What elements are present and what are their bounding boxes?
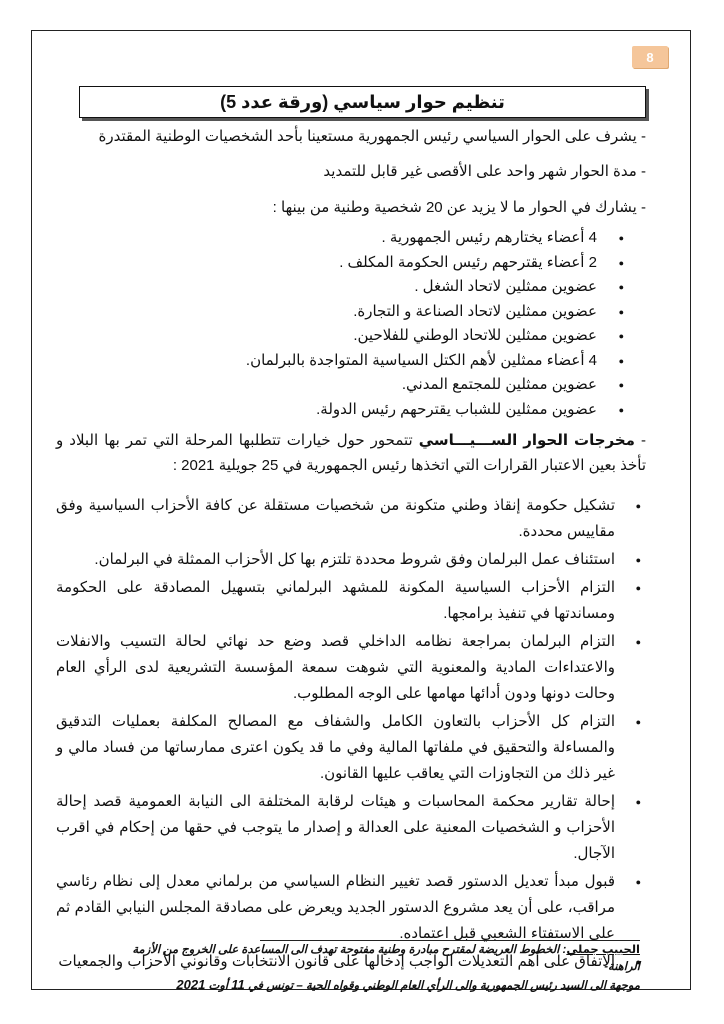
list-item: ● تشكيل حكومة إنقاذ وطني متكونة من شخصيات مستقلة عن كافة الأحزاب السياسية وفق مقاييس محددة. — [56, 493, 646, 545]
outputs-heading — [56, 428, 646, 478]
list-item: ● عضوين ممثلين لاتحاد الصناعة و التجارة. — [56, 300, 646, 325]
footer-subject: : الخطوط العريضة لمقترح مبادرة وطنية مفتوحة تهدف الى المساعدة على الخروج من الأزمة الراهنة- — [132, 944, 640, 973]
footer-date-day: 11 — [231, 977, 245, 992]
list-item: ● عضوين ممثلين للمجتمع المدني. — [56, 373, 646, 398]
outputs-heading-dash: - — [634, 432, 647, 449]
intro-line-supervisor: - يشرف على الحوار السياسي رئيس الجمهورية مستعينا بأحد الشخصيات الوطنية المقتدرة — [98, 128, 646, 145]
footer-line-2 — [120, 976, 640, 995]
list-item: ● الاتفاق على أهم التعديلات الواجب إدخالها على قانون الانتخابات وقانوني الأحزاب والجمعيات — [56, 949, 646, 975]
footer-date-year: 2021 — [176, 977, 206, 992]
list-item: ● 4 أعضاء يختارهم رئيس الجمهورية . — [56, 226, 646, 251]
list-item: ● قبول مبدأ تعديل الدستور قصد تغيير النظام السياسي من برلماني معدل إلى نظام رئاسي مراقب، على أن يعد مشروع الدستور الجديد ويعرض على مصادقة المجلس النيابي القادم ثم على الاستفتاء الشعبي قبل اعتماده. — [56, 869, 646, 947]
intro-line-duration: - مدة الحوار شهر واحد على الأقصى غير قابل للتمديد — [323, 163, 646, 180]
footer-line-1 — [120, 942, 640, 976]
footer-addressee: موجهة الى السيد رئيس الجمهورية والى الرأي العام الوطني وقواه الحية – تونس في — [244, 980, 640, 992]
outputs-list — [56, 493, 646, 975]
list-item: ● التزام الأحزاب السياسية المكونة للمشهد البرلماني بتسهيل المصادقة على الحكومة ومساندتها في تنفيذ برامجها. — [56, 575, 646, 627]
document-body — [56, 124, 646, 977]
footer-divider — [260, 940, 640, 941]
list-item: ● استئناف عمل البرلمان وفق شروط محددة تلتزم بها كل الأحزاب الممثلة في البرلمان. — [56, 547, 646, 573]
list-item: ● 2 أعضاء يقترحهم رئيس الحكومة المكلف . — [56, 251, 646, 276]
list-item: ● عضوين ممثلين لاتحاد الشغل . — [56, 275, 646, 300]
outputs-heading-text: تتمحور حول خيارات تتطلبها المرحلة التي تمر بها البلاد و تأخذ بعين الاعتبار القرارات التي اتخذها رئيس الجمهورية في 25 جويلية 2021 : — [56, 432, 646, 474]
list-item: ● 4 أعضاء ممثلين لأهم الكتل السياسية المتواجدة بالبرلمان. — [56, 349, 646, 374]
intro-line-participants: - يشارك في الحوار ما لا يزيد عن 20 شخصية وطنية من بينها : — [272, 199, 646, 216]
page-number-badge: 8 — [632, 46, 668, 68]
members-list — [56, 226, 646, 422]
list-item: ● التزام البرلمان بمراجعة نظامه الداخلي قصد وضع حد نهائي لحالة التسيب والانفلات والاعتداءات المادية والمعنوية التي شوهت سمعة المؤسسة التشريعية لدى الرأي العام وحالت دونها ودون أدائها مهامها على الوجه المطلوب. — [56, 629, 646, 707]
page-footer — [120, 942, 640, 995]
list-item: ● إحالة تقارير محكمة المحاسبات و هيئات لرقابة المختلفة الى النيابة العمومية قصد إحالة الأحزاب و الشخصيات المعنية على العدالة و إصدار ما يتوجب في حقها من إحكام في اقرب الآجال. — [56, 789, 646, 867]
list-item: ● عضوين ممثلين للشباب يقترحهم رئيس الدولة. — [56, 398, 646, 423]
page-title: تنظيم حوار سياسي (ورقة عدد 5) — [79, 86, 646, 118]
outputs-heading-label: مخرجات الحوار الســـيـــاسي — [418, 432, 635, 449]
footer-author: الحبيب جملي — [566, 944, 640, 956]
list-item: ● عضوين ممثلين للاتحاد الوطني للفلاحين. — [56, 324, 646, 349]
footer-date-month: أوت — [205, 980, 232, 992]
list-item: ● التزام كل الأحزاب بالتعاون الكامل والشفاف مع المصالح المكلفة بعمليات التدقيق والمساءلة والتحقيق في ملفاتها المالية وفي ما قد يكون اعترى ممارساتها من فساد مالي و غير ذلك من التجاوزات التي يعاقب عليها القانون. — [56, 709, 646, 787]
